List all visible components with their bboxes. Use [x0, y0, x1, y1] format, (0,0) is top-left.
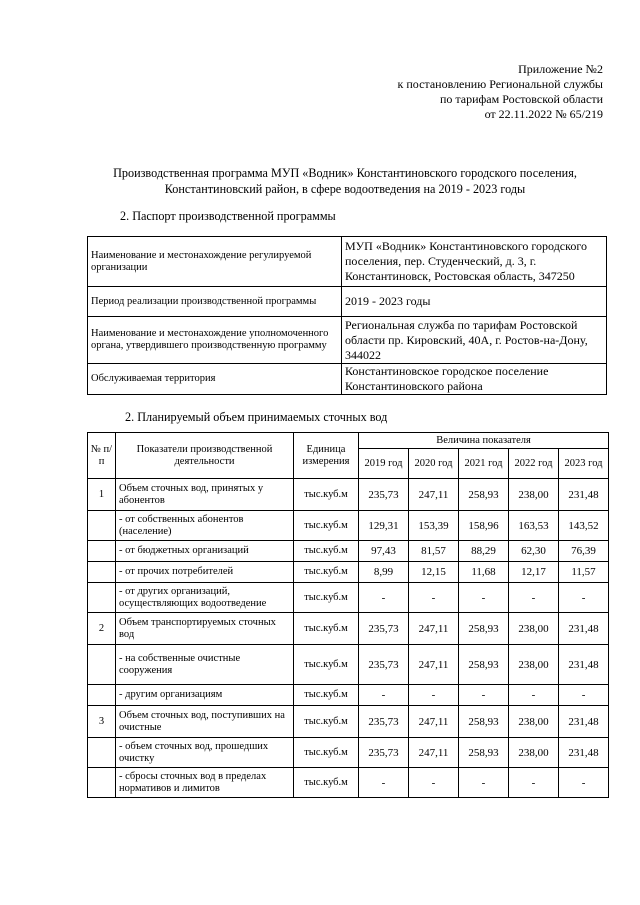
row-unit: тыс.куб.м — [294, 562, 359, 583]
row-unit: тыс.куб.м — [294, 511, 359, 541]
header-num: № п/п — [88, 433, 116, 479]
row-value: 158,96 — [459, 511, 509, 541]
row-value: 247,11 — [409, 706, 459, 738]
table-row — [88, 287, 607, 317]
row-unit: тыс.куб.м — [294, 645, 359, 685]
row-indicator: - объем сточных вод, прошедших очистку — [116, 738, 294, 768]
table-row — [88, 511, 609, 541]
row-unit: тыс.куб.м — [294, 541, 359, 562]
row-num — [88, 685, 116, 706]
row-value: 238,00 — [509, 613, 559, 645]
row-value: 231,48 — [559, 738, 609, 768]
row-indicator: - от собственных абонентов (население) — [116, 511, 294, 541]
row-value: - — [359, 768, 409, 798]
table-row — [88, 738, 609, 768]
table-row — [88, 583, 609, 613]
row-value: 235,73 — [359, 738, 409, 768]
passport-value: Региональная служба по тарифам Ростовской области пр. Кировский, 40А, г. Ростов-на-Дону, 344022 — [342, 317, 607, 364]
row-value: 163,53 — [509, 511, 559, 541]
row-value: 238,00 — [509, 738, 559, 768]
row-value: 12,17 — [509, 562, 559, 583]
row-value: 258,93 — [459, 706, 509, 738]
passport-label: Период реализации производственной программы — [88, 287, 342, 317]
row-num — [88, 583, 116, 613]
row-indicator: Объем сточных вод, принятых у абонентов — [116, 479, 294, 511]
row-num — [88, 541, 116, 562]
appendix-line: по тарифам Ростовской области — [439, 92, 603, 106]
row-value: - — [409, 685, 459, 706]
row-value: 12,15 — [409, 562, 459, 583]
row-value: - — [409, 768, 459, 798]
table-row — [88, 541, 609, 562]
row-value: 258,93 — [459, 645, 509, 685]
row-value: 143,52 — [559, 511, 609, 541]
table-row — [88, 685, 609, 706]
row-value: 235,73 — [359, 479, 409, 511]
title-line: Константиновский район, в сфере водоотведения на 2019 - 2023 годы — [164, 182, 526, 196]
header-indicator: Показатели производственной деятельности — [116, 433, 294, 479]
passport-value: Константиновское городское поселение Константиновского района — [342, 364, 607, 395]
row-unit: тыс.куб.м — [294, 738, 359, 768]
row-value: - — [459, 768, 509, 798]
row-value: - — [409, 583, 459, 613]
row-value: 8,99 — [359, 562, 409, 583]
row-value: 97,43 — [359, 541, 409, 562]
row-value: 76,39 — [559, 541, 609, 562]
row-value: 11,68 — [459, 562, 509, 583]
header-year: 2019 год — [359, 449, 409, 479]
row-value: - — [359, 685, 409, 706]
row-num — [88, 511, 116, 541]
row-value: 231,48 — [559, 613, 609, 645]
row-unit: тыс.куб.м — [294, 583, 359, 613]
section-heading-passport: 2. Паспорт производственной программы — [120, 209, 336, 223]
volume-table — [87, 432, 609, 798]
appendix-line: к постановлению Региональной службы — [397, 77, 603, 91]
row-value: - — [509, 768, 559, 798]
row-indicator: - на собственные очистные сооружения — [116, 645, 294, 685]
row-value: - — [459, 685, 509, 706]
row-value: 247,11 — [409, 645, 459, 685]
row-value: 153,39 — [409, 511, 459, 541]
row-value: - — [509, 685, 559, 706]
header-year: 2020 год — [409, 449, 459, 479]
row-value: 11,57 — [559, 562, 609, 583]
row-value: 235,73 — [359, 613, 409, 645]
row-indicator: - другим организациям — [116, 685, 294, 706]
row-num: 2 — [88, 613, 116, 645]
row-value: 258,93 — [459, 738, 509, 768]
row-num — [88, 562, 116, 583]
table-row — [88, 237, 607, 287]
passport-table — [87, 236, 607, 395]
row-indicator: - от других организаций, осуществляющих водоотведение — [116, 583, 294, 613]
row-value: - — [559, 685, 609, 706]
table-row — [88, 706, 609, 738]
row-num — [88, 738, 116, 768]
row-value: - — [509, 583, 559, 613]
row-value: 238,00 — [509, 479, 559, 511]
row-value: 129,31 — [359, 511, 409, 541]
row-value: 247,11 — [409, 479, 459, 511]
row-value: 88,29 — [459, 541, 509, 562]
row-num: 1 — [88, 479, 116, 511]
row-indicator: - сбросы сточных вод в пределах нормативов и лимитов — [116, 768, 294, 798]
row-indicator: - от бюджетных организаций — [116, 541, 294, 562]
row-value: - — [459, 583, 509, 613]
row-num — [88, 768, 116, 798]
row-value: 238,00 — [509, 706, 559, 738]
document-title — [40, 165, 640, 197]
appendix-header — [398, 62, 603, 122]
table-row — [88, 613, 609, 645]
row-value: - — [559, 583, 609, 613]
table-header-row — [88, 433, 609, 449]
appendix-line: Приложение №2 — [518, 62, 603, 76]
passport-label: Обслуживаемая территория — [88, 364, 342, 395]
passport-value: 2019 - 2023 годы — [342, 287, 607, 317]
passport-label: Наименование и местонахождение регулируемой организации — [88, 237, 342, 287]
table-row — [88, 645, 609, 685]
row-unit: тыс.куб.м — [294, 706, 359, 738]
header-value: Величина показателя — [359, 433, 609, 449]
row-indicator: Объем транспортируемых сточных вод — [116, 613, 294, 645]
header-year: 2021 год — [459, 449, 509, 479]
volume-body — [88, 479, 609, 798]
row-unit: тыс.куб.м — [294, 768, 359, 798]
table-row — [88, 562, 609, 583]
title-line: Производственная программа МУП «Водник» Константиновского городского поселения, — [113, 166, 577, 180]
row-indicator: - от прочих потребителей — [116, 562, 294, 583]
row-num — [88, 645, 116, 685]
passport-value: МУП «Водник» Константиновского городского поселения, пер. Студенческий, д. 3, г. Константиновск, Ростовская область, 347250 — [342, 237, 607, 287]
row-value: - — [559, 768, 609, 798]
table-row — [88, 317, 607, 364]
row-indicator: Объем сточных вод, поступивших на очистные — [116, 706, 294, 738]
row-value: 258,93 — [459, 613, 509, 645]
appendix-line: от 22.11.2022 № 65/219 — [484, 107, 603, 121]
row-num: 3 — [88, 706, 116, 738]
row-value: 81,57 — [409, 541, 459, 562]
table-row — [88, 479, 609, 511]
passport-label: Наименование и местонахождение уполномоченного органа, утвердившего производственную программу — [88, 317, 342, 364]
header-year: 2023 год — [559, 449, 609, 479]
row-value: 235,73 — [359, 706, 409, 738]
row-value: 231,48 — [559, 645, 609, 685]
row-value: 247,11 — [409, 613, 459, 645]
header-unit: Единица измерения — [294, 433, 359, 479]
row-value: 231,48 — [559, 706, 609, 738]
row-unit: тыс.куб.м — [294, 479, 359, 511]
row-unit: тыс.куб.м — [294, 613, 359, 645]
row-value: 247,11 — [409, 738, 459, 768]
row-value: 62,30 — [509, 541, 559, 562]
row-value: 238,00 — [509, 645, 559, 685]
table-row — [88, 768, 609, 798]
row-value: 231,48 — [559, 479, 609, 511]
row-unit: тыс.куб.м — [294, 685, 359, 706]
row-value: - — [359, 583, 409, 613]
header-year: 2022 год — [509, 449, 559, 479]
row-value: 258,93 — [459, 479, 509, 511]
table-row — [88, 364, 607, 395]
row-value: 235,73 — [359, 645, 409, 685]
section-heading-volume: 2. Планируемый объем принимаемых сточных вод — [125, 410, 388, 424]
